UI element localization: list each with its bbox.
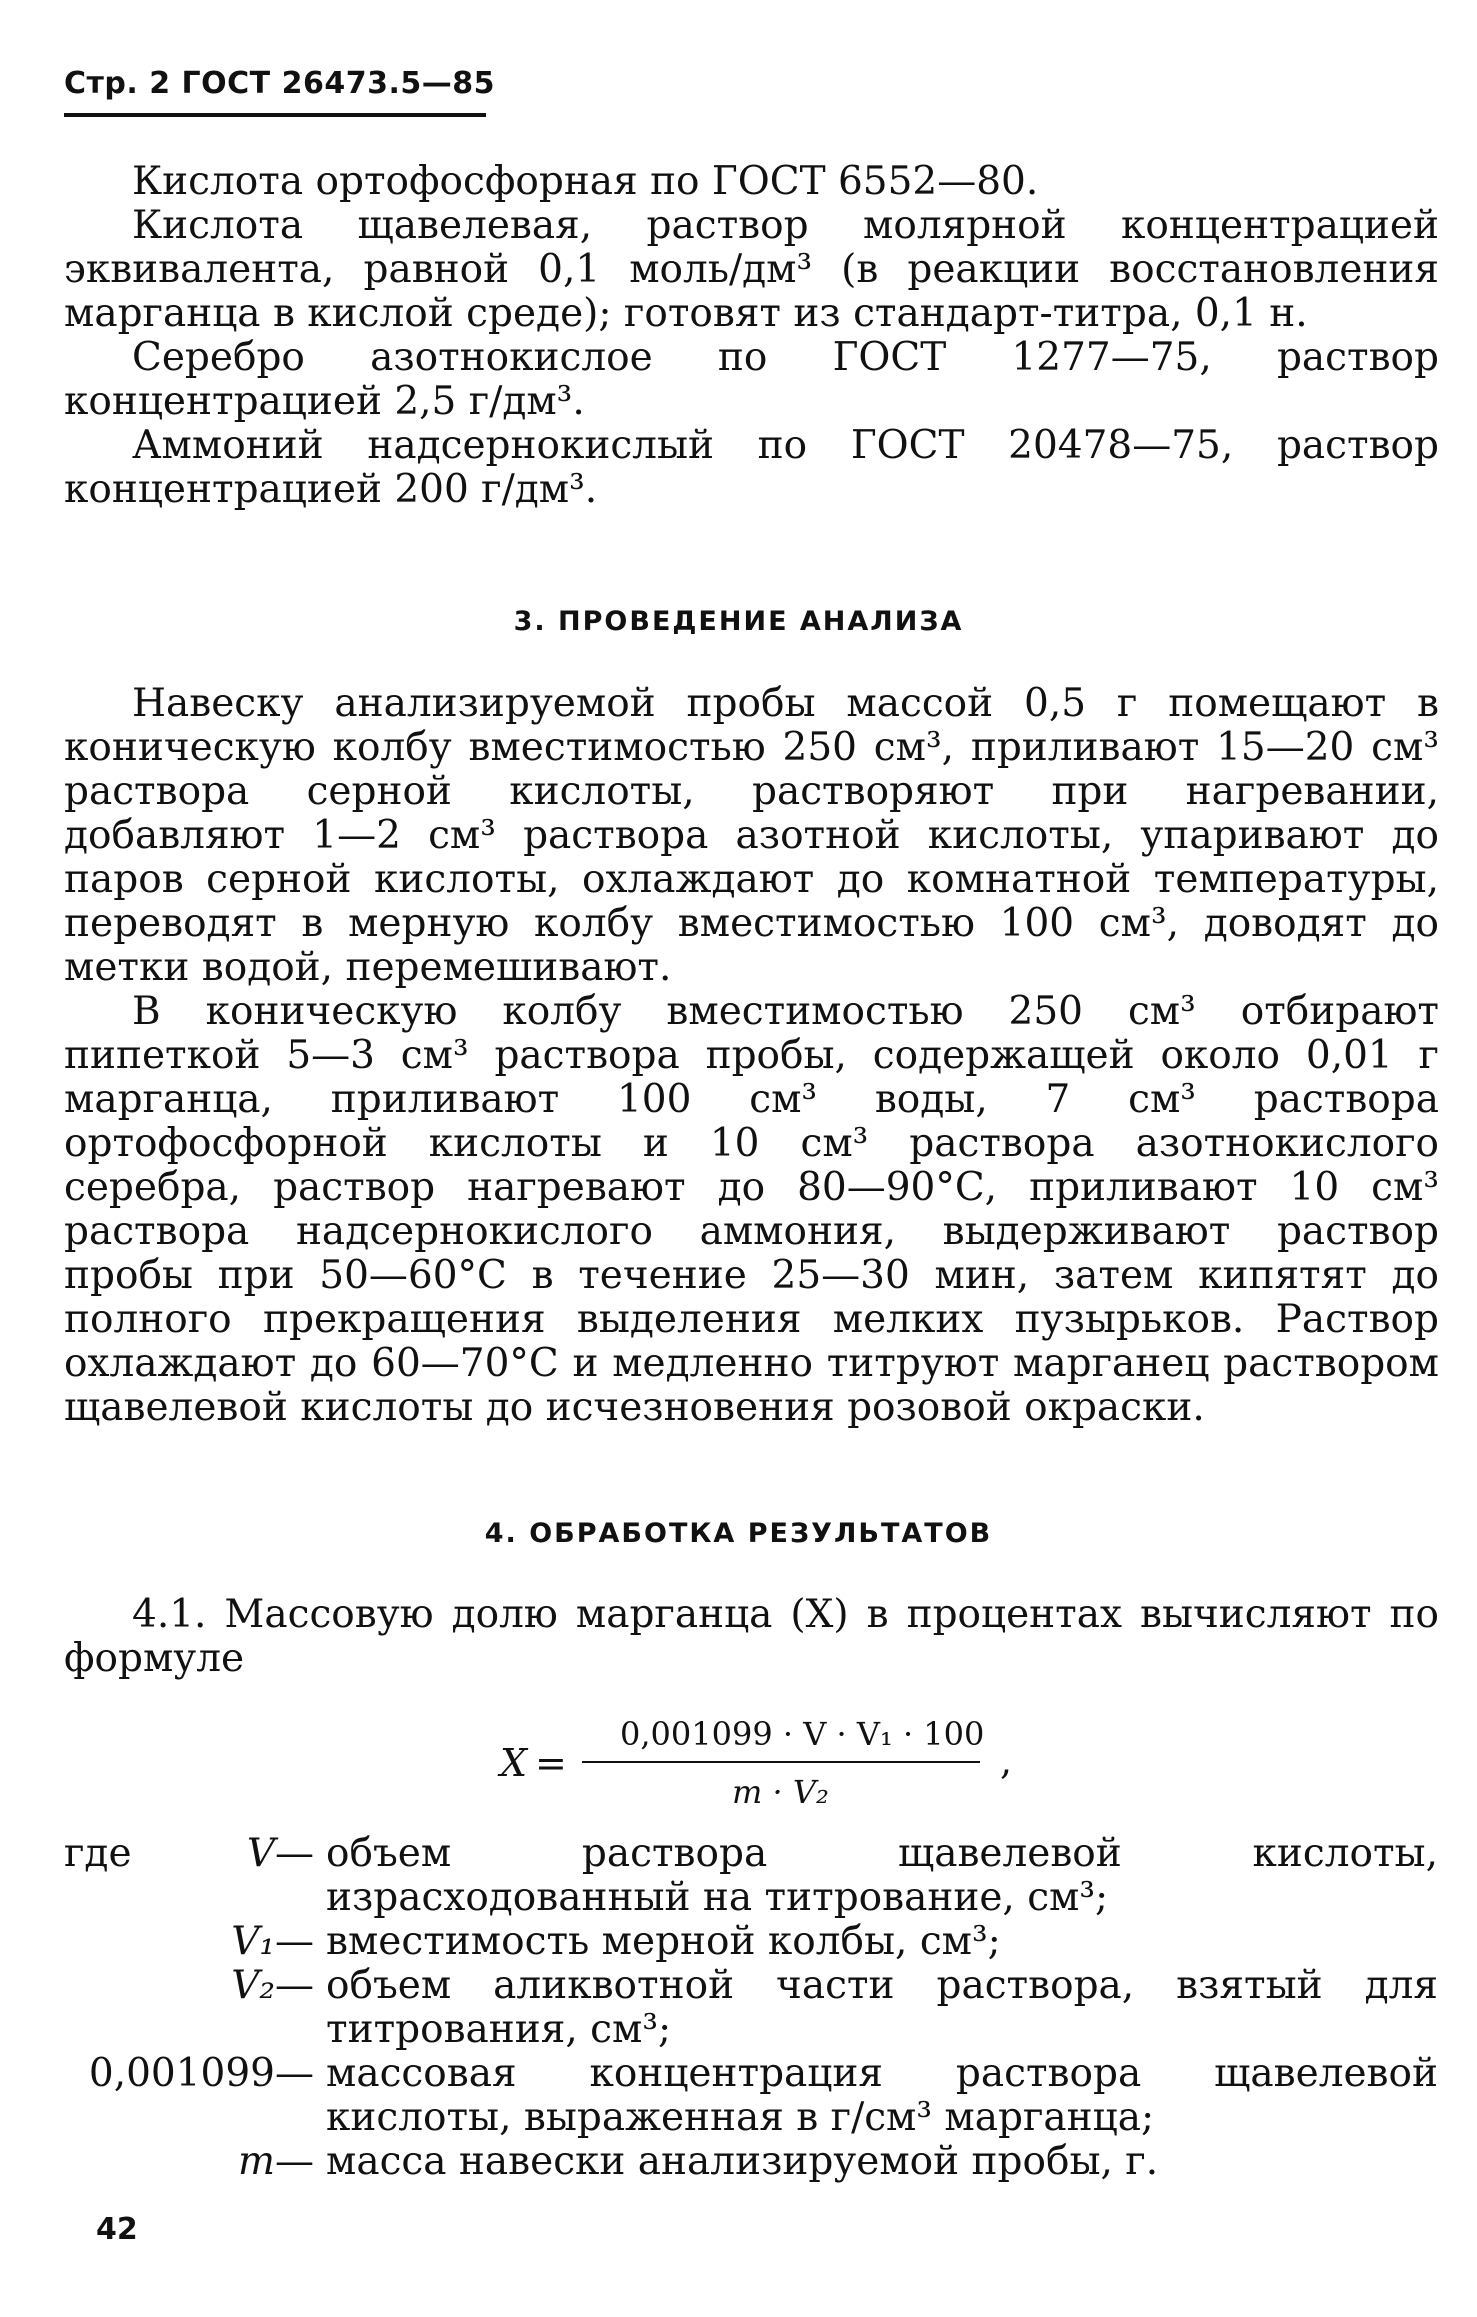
definition-symbol: m: [238, 2139, 275, 2184]
definition-text: масса навески анализируемой пробы, г.: [326, 2139, 1159, 2184]
formula-numerator: 0,001099 · V · V₁ · 100: [620, 1715, 985, 1753]
definition-row: [0, 1964, 1477, 2052]
formula-comma: ,: [1000, 1739, 1013, 1783]
formula-equals: =: [535, 1741, 567, 1785]
where-label: где: [64, 1831, 132, 1876]
formula-lhs: X: [500, 1741, 528, 1785]
definition-dash: —: [275, 1919, 314, 1964]
page-number: 42: [96, 2212, 138, 2247]
header-rule: [64, 113, 486, 117]
definition-text: объем аликвотной части раствора, взятый для титрования, см³;: [326, 1963, 1438, 2052]
definition-dash: —: [275, 1963, 314, 2008]
definition-dash: —: [275, 1831, 314, 1876]
reagent-item: Аммоний надсернокислый по ГОСТ 20478—75, раствор концентрацией 200 г/дм³.: [64, 423, 1439, 512]
definition-text: массовая концентрация раствора щавелевой кислоты, выраженная в г/см³ марганца;: [326, 2051, 1438, 2140]
definition-symbol: 0,001099: [88, 2051, 275, 2096]
section-3-heading: 3. ПРОВЕДЕНИЕ АНАЛИЗА: [513, 606, 964, 637]
section-4-intro: [64, 1593, 1439, 1681]
reagents-list: [64, 160, 1439, 512]
reagent-item: Серебро азотнокислое по ГОСТ 1277—75, раствор концентрацией 2,5 г/дм³.: [64, 335, 1439, 424]
definition-text: объем раствора щавелевой кислоты, израсходованный на титрование, см³;: [326, 1831, 1438, 1920]
definitions-list: [0, 1832, 1477, 2184]
reagent-item: Кислота щавелевая, раствор молярной концентрацией эквивалента, равной 0,1 моль/дм³ (в реакции восстановления марганца в кислой среде); готовят из стандарт-титра, 0,1 н.: [64, 203, 1439, 336]
formula-denominator: m · V₂: [732, 1773, 829, 1811]
definition-symbol: V₁: [231, 1919, 275, 1964]
definition-row: [0, 2140, 1477, 2184]
formula-fraction-bar: [582, 1761, 980, 1763]
section-4-intro-text: 4.1. Массовую долю марганца (X) в процентах вычисляют по формуле: [64, 1592, 1439, 1681]
section-3-body: [64, 682, 1439, 1430]
running-header: Стр. 2 ГОСТ 26473.5—85: [64, 66, 495, 101]
definition-symbol: V: [246, 1831, 275, 1876]
formula: [500, 1715, 1060, 1825]
definition-row: [0, 1920, 1477, 1964]
definition-dash: —: [275, 2051, 314, 2096]
definition-row: [0, 1832, 1477, 1920]
definition-text: вместимость мерной колбы, см³;: [326, 1919, 1001, 1964]
section-3-paragraph: В коническую колбу вместимостью 250 см³ отбирают пипеткой 5—3 см³ раствора пробы, содержащей около 0,01 г марганца, приливают 100 см³ воды, 7 см³ раствора ортофосфорной кислоты и 10 см³ раствора азотнокислого серебра, раствор нагревают до 80—90°С, приливают 10 см³ раствора надсернокислого аммония, выдерживают раствор пробы при 50—60°С в течение 25—30 мин, затем кипятят до полного прекращения выделения мелких пузырьков. Раствор охлаждают до 60—70°С и медленно титруют марганец раствором щавелевой кислоты до исчезновения розовой окраски.: [64, 989, 1439, 1430]
reagent-item: Кислота ортофосфорная по ГОСТ 6552—80.: [132, 159, 1039, 204]
section-4-heading: 4. ОБРАБОТКА РЕЗУЛЬТАТОВ: [484, 1518, 993, 1549]
definition-dash: —: [275, 2139, 314, 2184]
definition-row: [0, 2052, 1477, 2140]
section-3-paragraph: Навеску анализируемой пробы массой 0,5 г помещают в коническую колбу вместимостью 250 см³, приливают 15—20 см³ раствора серной кислоты, растворяют при нагревании, добавляют 1—2 см³ раствора азотной кислоты, упаривают до паров серной кислоты, охлаждают до комнатной температуры, переводят в мерную колбу вместимостью 100 см³, доводят до метки водой, перемешивают.: [64, 681, 1439, 990]
definition-symbol: V₂: [231, 1963, 275, 2008]
